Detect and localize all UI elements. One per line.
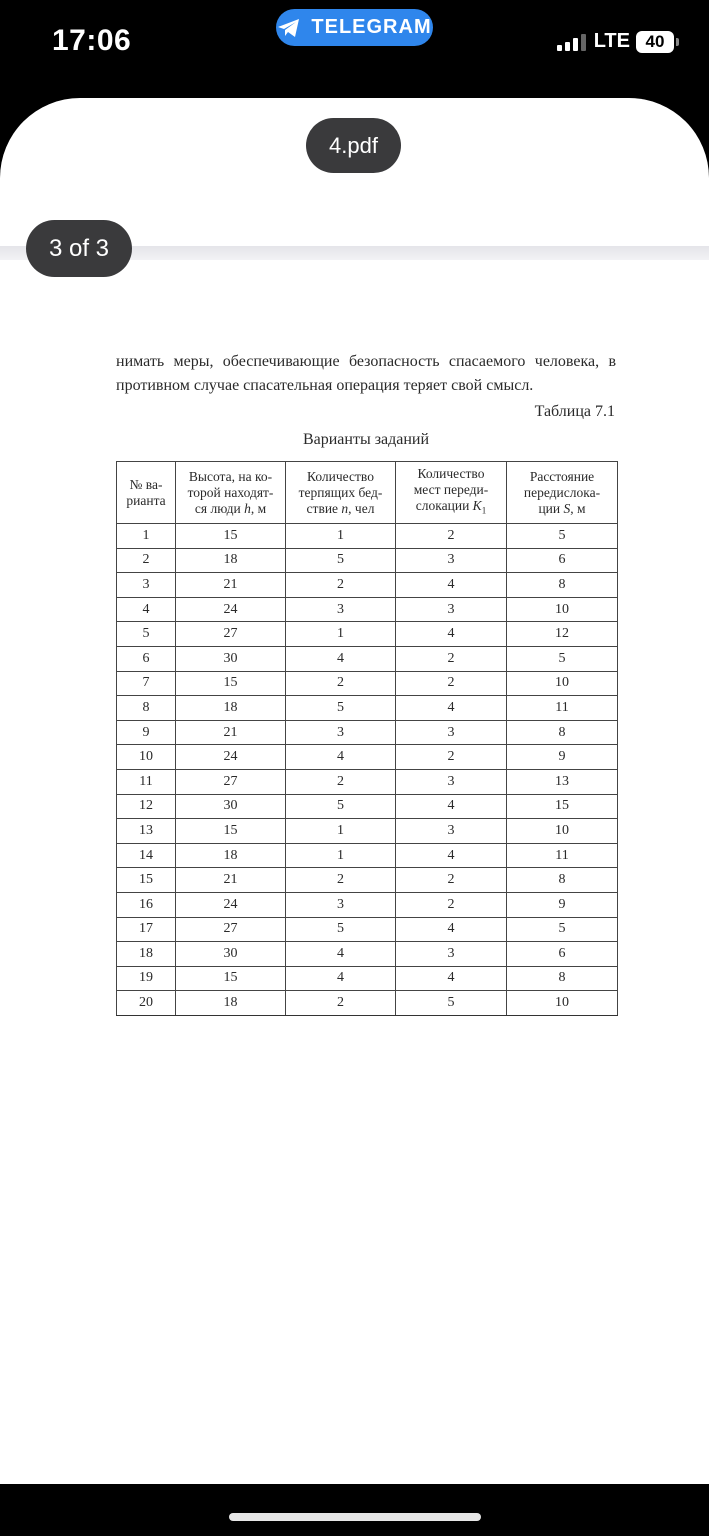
table-cell: 18 <box>176 991 286 1016</box>
table-cell: 4 <box>396 966 507 991</box>
table-row <box>117 622 618 647</box>
status-indicators <box>557 30 679 53</box>
status-time: 17:06 <box>52 24 132 57</box>
table-cell: 10 <box>117 745 176 770</box>
table-cell: 18 <box>117 942 176 967</box>
table-cell: 1 <box>286 622 396 647</box>
table-cell: 1 <box>286 524 396 549</box>
cellular-signal-icon <box>557 33 586 51</box>
table-title: Варианты заданий <box>302 431 430 448</box>
table-cell: 1 <box>286 843 396 868</box>
table-cell: 30 <box>176 942 286 967</box>
table-cell: 9 <box>507 745 618 770</box>
table-cell: 2 <box>396 671 507 696</box>
table-row <box>117 720 618 745</box>
table-cell: 15 <box>507 794 618 819</box>
table-cell: 8 <box>117 696 176 721</box>
table-cell: 2 <box>286 991 396 1016</box>
header-places: Количество мест переди- слокации $K_1$ <box>396 462 507 524</box>
table-cell: 3 <box>396 769 507 794</box>
table-cell: 5 <box>396 991 507 1016</box>
table-cell: 14 <box>117 843 176 868</box>
table-cell: 5 <box>507 917 618 942</box>
table-row <box>117 794 618 819</box>
table-cell: 6 <box>507 548 618 573</box>
table-cell: 13 <box>117 819 176 844</box>
table-cell: 5 <box>507 524 618 549</box>
table-row <box>117 524 618 549</box>
bottom-bar <box>0 1484 709 1536</box>
page-indicator: 3 of 3 <box>26 220 132 277</box>
table-number: Таблица 7.1 <box>534 403 615 420</box>
table-cell: 27 <box>176 769 286 794</box>
table-cell: 8 <box>507 966 618 991</box>
table-cell: 2 <box>117 548 176 573</box>
table-cell: 15 <box>176 819 286 844</box>
back-to-telegram-button[interactable] <box>276 9 433 46</box>
table-cell: 15 <box>117 868 176 893</box>
table-cell: 10 <box>507 671 618 696</box>
table-cell: 4 <box>396 573 507 598</box>
table-cell: 10 <box>507 991 618 1016</box>
table-cell: 9 <box>117 720 176 745</box>
table-row <box>117 646 618 671</box>
table-cell: 18 <box>176 696 286 721</box>
table-cell: 7 <box>117 671 176 696</box>
table-cell: 30 <box>176 794 286 819</box>
table-cell: 4 <box>396 843 507 868</box>
table-cell: 4 <box>286 745 396 770</box>
table-cell: 1 <box>117 524 176 549</box>
table-cell: 15 <box>176 966 286 991</box>
table-cell: 2 <box>286 769 396 794</box>
battery-icon: 40 <box>636 31 674 53</box>
table-cell: 6 <box>507 942 618 967</box>
table-cell: 4 <box>286 646 396 671</box>
table-cell: 4 <box>286 966 396 991</box>
table-cell: 2 <box>286 573 396 598</box>
table-row <box>117 671 618 696</box>
table-row <box>117 966 618 991</box>
header-variant: № ва- рианта <box>117 462 176 524</box>
table-cell: 2 <box>286 671 396 696</box>
table-cell: 27 <box>176 622 286 647</box>
table-cell: 2 <box>396 745 507 770</box>
table-cell: 2 <box>396 892 507 917</box>
table-cell: 27 <box>176 917 286 942</box>
table-cell: 15 <box>176 671 286 696</box>
table-cell: 2 <box>396 646 507 671</box>
table-cell: 8 <box>507 720 618 745</box>
table-cell: 3 <box>396 597 507 622</box>
table-cell: 15 <box>176 524 286 549</box>
variants-table <box>116 461 618 1016</box>
table-cell: 17 <box>117 917 176 942</box>
back-app-label: TELEGRAM <box>311 16 432 38</box>
table-cell: 4 <box>396 794 507 819</box>
table-cell: 24 <box>176 597 286 622</box>
table-cell: 30 <box>176 646 286 671</box>
table-cell: 11 <box>117 769 176 794</box>
table-cell: 3 <box>117 573 176 598</box>
table-cell: 5 <box>117 622 176 647</box>
table-cell: 20 <box>117 991 176 1016</box>
table-cell: 12 <box>117 794 176 819</box>
table-cell: 3 <box>286 597 396 622</box>
table-cell: 4 <box>117 597 176 622</box>
table-cell: 5 <box>286 794 396 819</box>
table-row <box>117 917 618 942</box>
table-cell: 4 <box>396 696 507 721</box>
table-cell: 3 <box>396 819 507 844</box>
table-cell: 2 <box>286 868 396 893</box>
table-cell: 11 <box>507 696 618 721</box>
table-cell: 6 <box>117 646 176 671</box>
table-cell: 4 <box>396 622 507 647</box>
battery-tip <box>676 38 679 46</box>
table-cell: 18 <box>176 843 286 868</box>
table-row <box>117 696 618 721</box>
table-cell: 3 <box>396 720 507 745</box>
table-cell: 4 <box>396 917 507 942</box>
table-cell: 18 <box>176 548 286 573</box>
table-cell: 5 <box>286 917 396 942</box>
header-distance: Расстояние передислока- ции S, м <box>507 462 618 524</box>
table-cell: 8 <box>507 573 618 598</box>
table-row <box>117 769 618 794</box>
table-cell: 4 <box>286 942 396 967</box>
table-row <box>117 548 618 573</box>
table-row <box>117 573 618 598</box>
home-indicator[interactable] <box>229 1513 481 1521</box>
table-cell: 2 <box>396 868 507 893</box>
table-cell: 3 <box>286 720 396 745</box>
table-cell: 3 <box>286 892 396 917</box>
paragraph-text: нимать меры, обеспечивающие безопасность спасаемого человека, в противном случае спасательная операция теряет свой смысл. <box>116 353 616 394</box>
table-cell: 16 <box>117 892 176 917</box>
table-row <box>117 991 618 1016</box>
table-cell: 8 <box>507 868 618 893</box>
table-row <box>117 942 618 967</box>
table-cell: 10 <box>507 819 618 844</box>
table-header-row <box>117 462 618 524</box>
table-row <box>117 868 618 893</box>
table-cell: 3 <box>396 548 507 573</box>
table-cell: 12 <box>507 622 618 647</box>
table-cell: 5 <box>507 646 618 671</box>
table-cell: 11 <box>507 843 618 868</box>
telegram-icon <box>277 18 301 38</box>
table-cell: 9 <box>507 892 618 917</box>
table-cell: 24 <box>176 892 286 917</box>
table-cell: 21 <box>176 720 286 745</box>
table-cell: 19 <box>117 966 176 991</box>
table-cell: 24 <box>176 745 286 770</box>
table-row <box>117 597 618 622</box>
table-row <box>117 892 618 917</box>
table-cell: 3 <box>396 942 507 967</box>
table-cell: 21 <box>176 868 286 893</box>
table-cell: 5 <box>286 548 396 573</box>
table-cell: 1 <box>286 819 396 844</box>
table-cell: 21 <box>176 573 286 598</box>
table-row <box>117 745 618 770</box>
table-row <box>117 819 618 844</box>
header-people: Количество терпящих бед- ствие n, чел <box>286 462 396 524</box>
table-cell: 2 <box>396 524 507 549</box>
table-cell: 5 <box>286 696 396 721</box>
table-cell: 10 <box>507 597 618 622</box>
header-height: Высота, на ко- торой находят- ся люди h, м <box>176 462 286 524</box>
table-row <box>117 843 618 868</box>
network-type: LTE <box>593 30 630 52</box>
table-body <box>117 524 618 1016</box>
file-name-pill[interactable]: 4.pdf <box>306 118 401 173</box>
table-cell: 13 <box>507 769 618 794</box>
